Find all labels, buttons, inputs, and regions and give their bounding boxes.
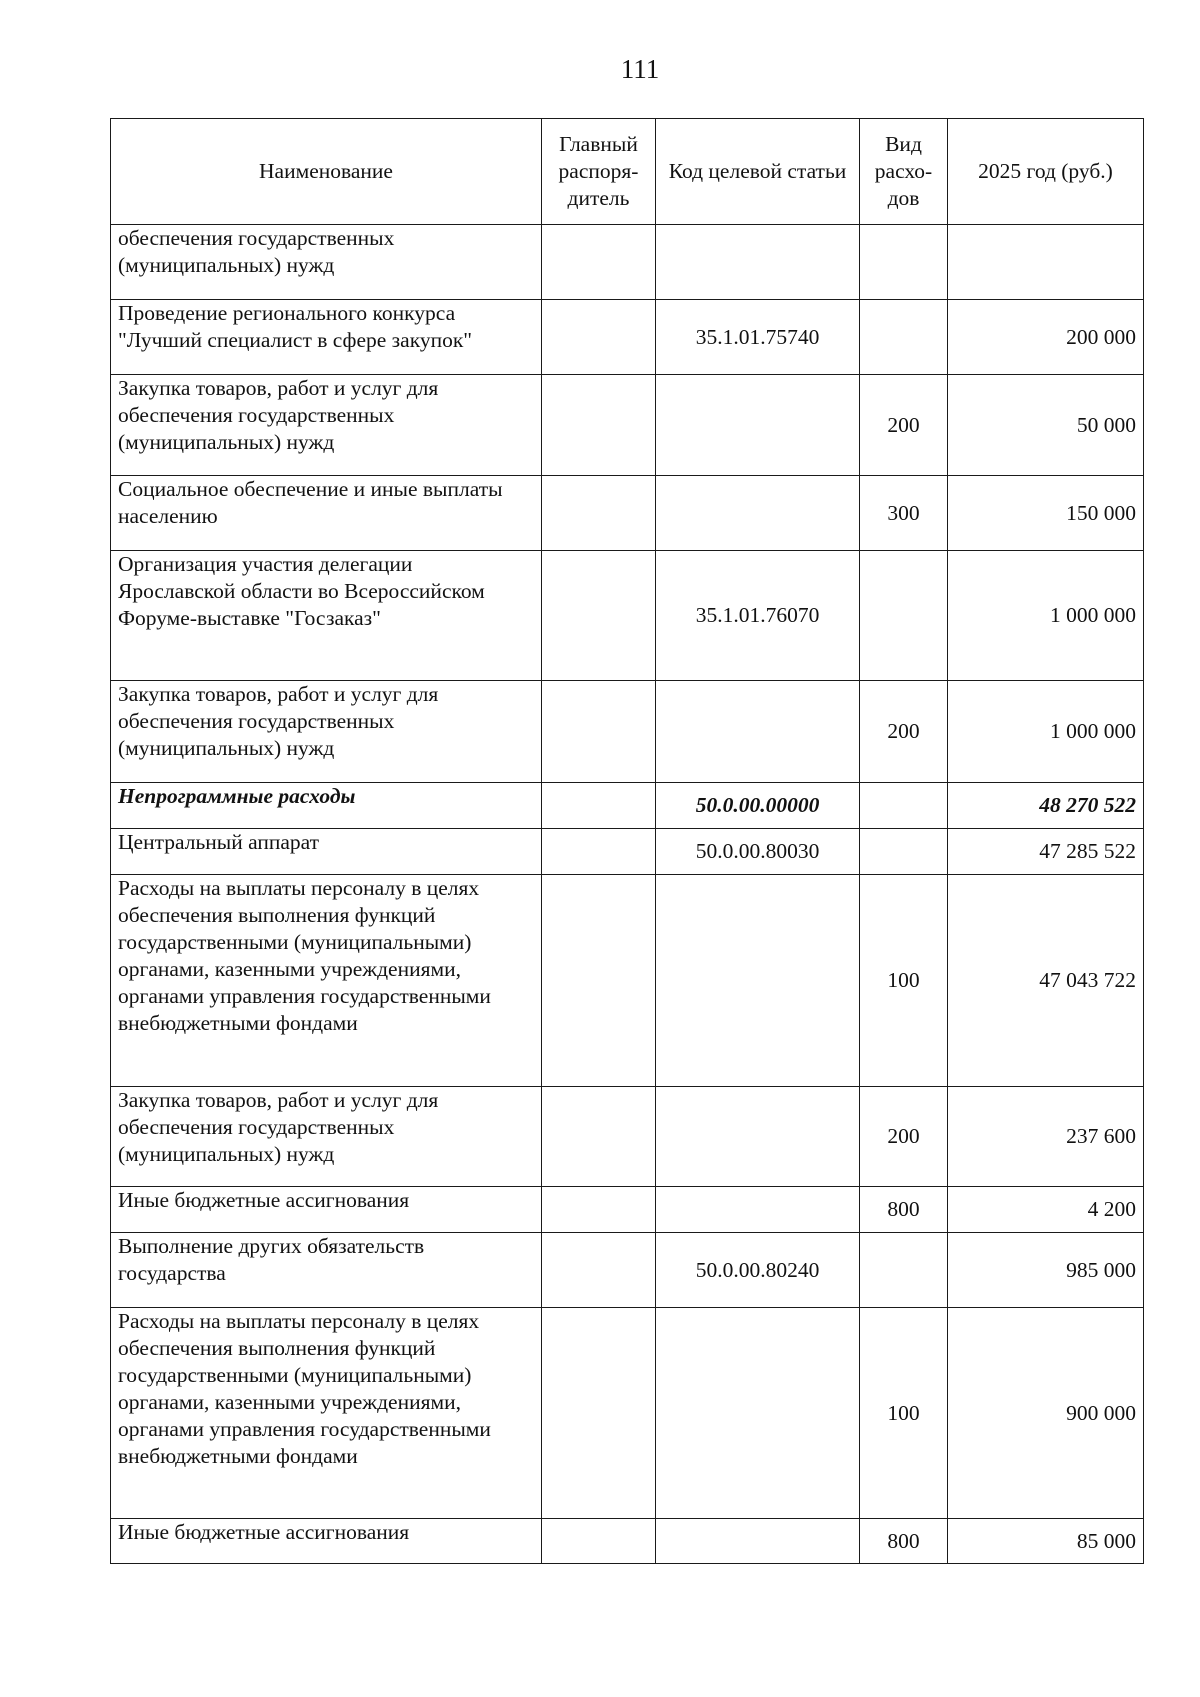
row-amount: 900 000 — [948, 1308, 1144, 1519]
row-manager — [542, 225, 656, 300]
row-target-code: 50.0.00.80240 — [656, 1233, 860, 1308]
row-target-code — [656, 1519, 860, 1564]
table-row — [111, 300, 1144, 375]
row-name: Проведение регионального конкурса "Лучший специалист в сфере закупок" — [111, 300, 542, 375]
row-amount: 50 000 — [948, 375, 1144, 476]
row-name: Организация участия делегации Ярославской области во Всероссийском Форуме-выставке "Госзаказ" — [111, 551, 542, 681]
row-target-code: 35.1.01.75740 — [656, 300, 860, 375]
row-manager — [542, 551, 656, 681]
row-amount: 150 000 — [948, 476, 1144, 551]
row-manager — [542, 1233, 656, 1308]
table-row — [111, 1187, 1144, 1233]
row-target-code — [656, 225, 860, 300]
row-name: Расходы на выплаты персоналу в целях обеспечения выполнения функций государственными (муниципальными) органами, казенными учреждениями, органами управления государственными внебюджетными фондами — [111, 1308, 542, 1519]
row-target-code — [656, 681, 860, 783]
table-row — [111, 476, 1144, 551]
row-expense-type: 100 — [860, 1308, 948, 1519]
header-manager: Главный распоря-дитель — [542, 119, 656, 225]
row-amount: 1 000 000 — [948, 681, 1144, 783]
row-manager — [542, 1187, 656, 1233]
table-row — [111, 1233, 1144, 1308]
table-row — [111, 1519, 1144, 1564]
row-name: Социальное обеспечение и иные выплаты населению — [111, 476, 542, 551]
row-expense-type: 300 — [860, 476, 948, 551]
row-name: обеспечения государственных (муниципальных) нужд — [111, 225, 542, 300]
row-manager — [542, 783, 656, 829]
row-name: Закупка товаров, работ и услуг для обеспечения государственных (муниципальных) нужд — [111, 1087, 542, 1187]
row-manager — [542, 875, 656, 1087]
row-amount: 48 270 522 — [948, 783, 1144, 829]
row-expense-type: 200 — [860, 1087, 948, 1187]
row-manager — [542, 681, 656, 783]
row-expense-type: 200 — [860, 681, 948, 783]
row-expense-type — [860, 783, 948, 829]
row-amount: 200 000 — [948, 300, 1144, 375]
row-amount: 47 043 722 — [948, 875, 1144, 1087]
row-expense-type — [860, 300, 948, 375]
row-amount: 237 600 — [948, 1087, 1144, 1187]
row-amount — [948, 225, 1144, 300]
header-expense-type: Вид расхо-дов — [860, 119, 948, 225]
row-manager — [542, 829, 656, 875]
table-row — [111, 681, 1144, 783]
row-target-code: 50.0.00.00000 — [656, 783, 860, 829]
row-manager — [542, 476, 656, 551]
header-target-code: Код целевой статьи — [656, 119, 860, 225]
row-expense-type: 800 — [860, 1187, 948, 1233]
table-row — [111, 1308, 1144, 1519]
row-expense-type — [860, 1233, 948, 1308]
budget-table — [110, 118, 1144, 1564]
row-target-code: 50.0.00.80030 — [656, 829, 860, 875]
row-manager — [542, 1519, 656, 1564]
page-number: 111 — [620, 54, 660, 84]
row-name: Выполнение других обязательств государства — [111, 1233, 542, 1308]
row-amount: 985 000 — [948, 1233, 1144, 1308]
table-row — [111, 875, 1144, 1087]
row-expense-type — [860, 829, 948, 875]
table-row — [111, 783, 1144, 829]
row-target-code: 35.1.01.76070 — [656, 551, 860, 681]
row-name: Расходы на выплаты персоналу в целях обеспечения выполнения функций государственными (муниципальными) органами, казенными учреждениями, органами управления государственными внебюджетными фондами — [111, 875, 542, 1087]
row-expense-type: 200 — [860, 375, 948, 476]
row-name: Непрограммные расходы — [111, 783, 542, 829]
row-name: Иные бюджетные ассигнования — [111, 1519, 542, 1564]
row-target-code — [656, 1308, 860, 1519]
row-manager — [542, 300, 656, 375]
table-row — [111, 225, 1144, 300]
row-target-code — [656, 1187, 860, 1233]
row-name: Центральный аппарат — [111, 829, 542, 875]
row-amount: 1 000 000 — [948, 551, 1144, 681]
row-name: Закупка товаров, работ и услуг для обеспечения государственных (муниципальных) нужд — [111, 375, 542, 476]
table-row — [111, 1087, 1144, 1187]
row-target-code — [656, 875, 860, 1087]
table-row — [111, 829, 1144, 875]
row-manager — [542, 375, 656, 476]
row-name: Иные бюджетные ассигнования — [111, 1187, 542, 1233]
table-header-row — [111, 119, 1144, 225]
row-expense-type — [860, 225, 948, 300]
header-amount: 2025 год (руб.) — [948, 119, 1144, 225]
row-manager — [542, 1087, 656, 1187]
row-amount: 85 000 — [948, 1519, 1144, 1564]
row-amount: 4 200 — [948, 1187, 1144, 1233]
row-target-code — [656, 1087, 860, 1187]
row-amount: 47 285 522 — [948, 829, 1144, 875]
row-name: Закупка товаров, работ и услуг для обеспечения государственных (муниципальных) нужд — [111, 681, 542, 783]
row-target-code — [656, 476, 860, 551]
row-expense-type: 100 — [860, 875, 948, 1087]
row-expense-type: 800 — [860, 1519, 948, 1564]
header-name: Наименование — [111, 119, 542, 225]
row-manager — [542, 1308, 656, 1519]
table-row — [111, 375, 1144, 476]
table-row — [111, 551, 1144, 681]
row-target-code — [656, 375, 860, 476]
row-expense-type — [860, 551, 948, 681]
